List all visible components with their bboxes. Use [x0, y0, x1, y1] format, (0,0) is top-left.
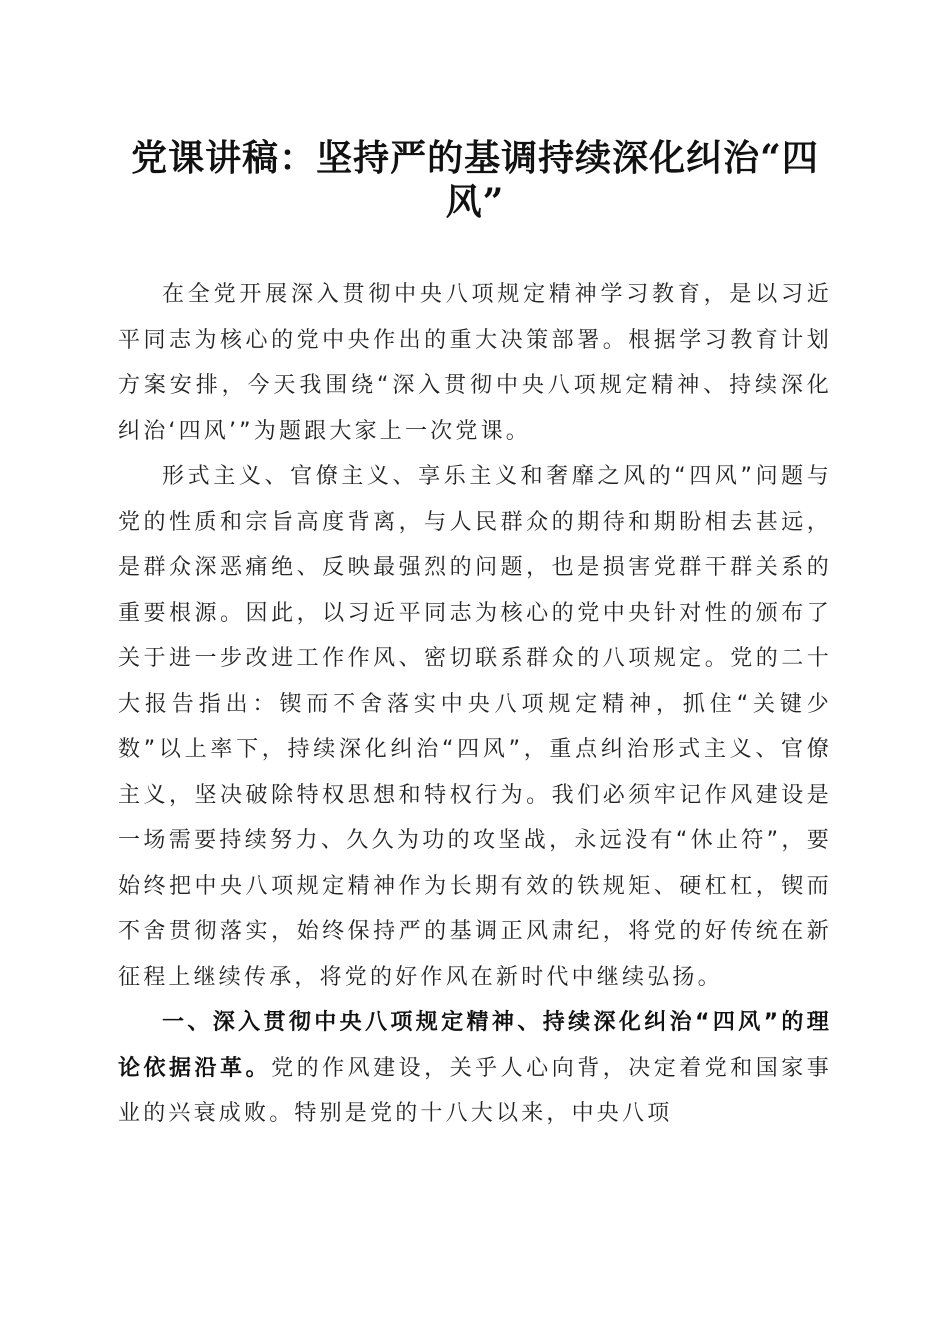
paragraph-section-one: [118, 1000, 832, 1137]
document-body: [118, 272, 832, 1137]
paragraph-intro: 在全党开展深入贯彻中央八项规定精神学习教育，是以习近平同志为核心的党中央作出的重大决策部署。根据学习教育计划方案安排，今天我围绕“深入贯彻中央八项规定精神、持续深化纠治‘四风’”为题跟大家上一次党课。: [118, 282, 832, 444]
section-heading: 一、深入贯彻中央八项规定精神、持续深化纠治“四风”的理论依据沿革。: [118, 1010, 832, 1081]
section-text: 党的作风建设，关乎人心向背，决定着党和国家事业的兴衰成败。特别是党的十八大以来，中央八项: [118, 1055, 833, 1126]
document-title: 党课讲稿：坚持严的基调持续深化纠治“四风”: [131, 137, 819, 223]
paragraph-four-winds: 形式主义、官僚主义、享乐主义和奢靡之风的“四风”问题与党的性质和宗旨高度背离，与人民群众的期待和期盼相去甚远，是群众深恶痛绝、反映最强烈的问题，也是损害党群干群关系的重要根源。因此，以习近平同志为核心的党中央针对性的颁布了关于进一步改进工作作风、密切联系群众的八项规定。党的二十大报告指出：锲而不舍落实中央八项规定精神，抓住“关键少数”以上率下，持续深化纠治“四风”，重点纠治形式主义、官僚主义，坚决破除特权思想和特权行为。我们必须牢记作风建设是一场需要持续努力、久久为功的攻坚战，永远没有“休止符”，要始终把中央八项规定精神作为长期有效的铁规矩、硬杠杠，锲而不舍贯彻落实，始终保持严的基调正风肃纪，将党的好传统在新征程上继续传承，将党的好作风在新时代中继续弘扬。: [118, 464, 832, 990]
